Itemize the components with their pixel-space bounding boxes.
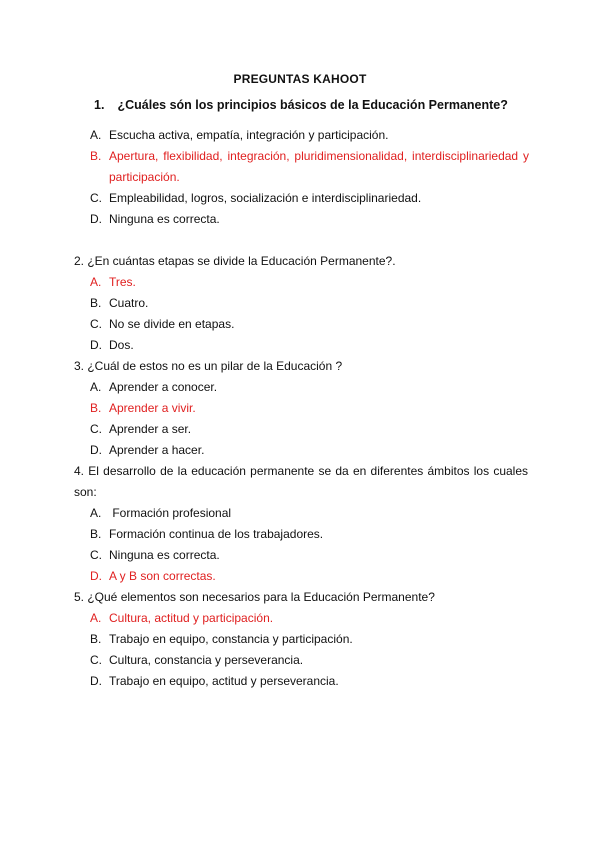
question-2-block (0, 251, 600, 692)
option-4b: B. Formación continua de los trabajadores. (90, 527, 324, 541)
question-1 (94, 98, 508, 112)
option-2c: C. No se divide en etapas. (90, 317, 235, 331)
option-5d: D. Trabajo en equipo, actitud y perseverancia. (90, 674, 339, 688)
option-5b: B. Trabajo en equipo, constancia y participación. (90, 632, 353, 646)
question-3-text: 3. ¿Cuál de estos no es un pilar de la Educación ? (74, 359, 343, 373)
option-1a: A. Escucha activa, empatía, integración y participación. (90, 128, 389, 142)
option-1c: C. Empleabilidad, logros, socialización e interdisciplinariedad. (90, 191, 422, 205)
question-2-text: 2. ¿En cuántas etapas se divide la Educación Permanente?. (74, 254, 396, 268)
question-4-text: 4. El desarrollo de la educación permanente se da en diferentes ámbitos los cuales son: (74, 464, 528, 499)
option-3b-correct: B. Aprender a vivir. (90, 401, 196, 415)
option-1d: D. Ninguna es correcta. (90, 212, 220, 226)
option-2d: D. Dos. (90, 338, 134, 352)
option-4a: A. Formación profesional (90, 506, 232, 520)
question-1-options (0, 125, 600, 230)
option-4d-correct: D. A y B son correctas. (90, 569, 216, 583)
question-5-text: 5. ¿Qué elementos son necesarios para la Educación Permanente? (74, 590, 435, 604)
option-3a: A. Aprender a conocer. (90, 380, 218, 394)
option-2b: B. Cuatro. (90, 296, 149, 310)
option-5c: C. Cultura, constancia y perseverancia. (90, 653, 304, 667)
question-1-number: 1. (94, 98, 105, 112)
option-3c: C. Aprender a ser. (90, 422, 192, 436)
option-1b-correct: B. Apertura, flexibilidad, integración, pluridimensionalidad, interdisciplinariedad y participación. (90, 149, 529, 184)
option-5a-correct: A. Cultura, actitud y participación. (90, 611, 274, 625)
option-3d: D. Aprender a hacer. (90, 443, 205, 457)
option-4c: C. Ninguna es correcta. (90, 548, 220, 562)
option-2a-correct: A. Tres. (90, 275, 136, 289)
question-1-text: ¿Cuáles són los principios básicos de la Educación Permanente? (117, 98, 508, 112)
document-title: PREGUNTAS KAHOOT (233, 72, 367, 86)
